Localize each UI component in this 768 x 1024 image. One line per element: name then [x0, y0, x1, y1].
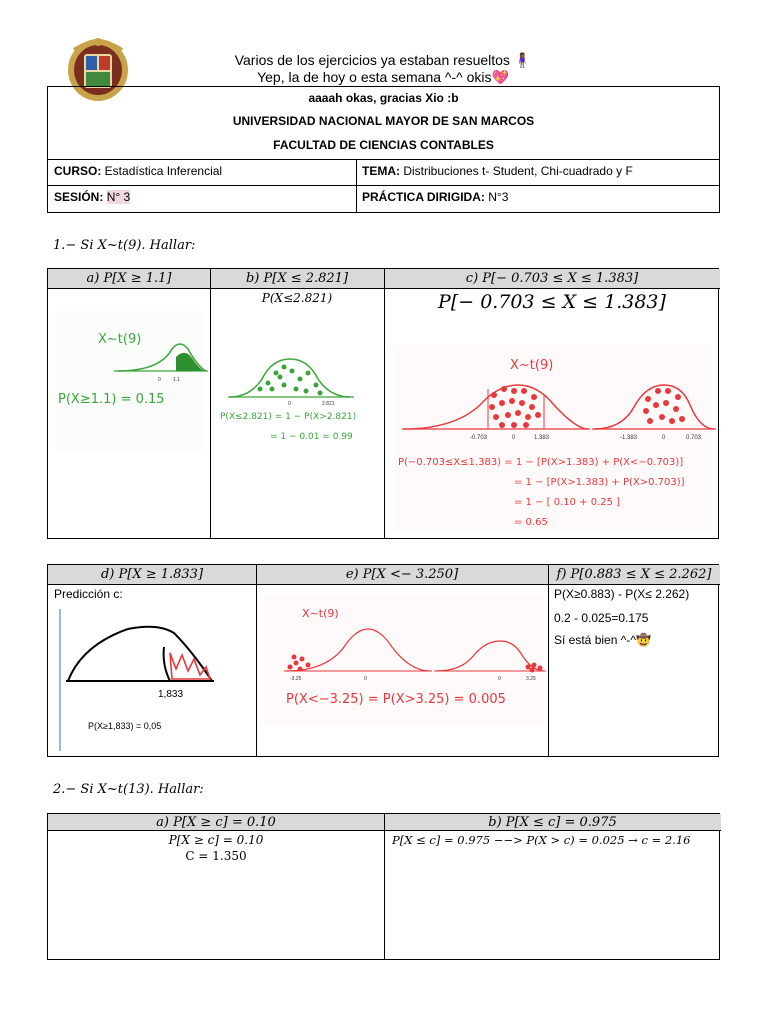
tick-0: 0: [512, 435, 516, 441]
shaded-region: [258, 365, 323, 396]
cell-f-line-3: Sí está bien ^-^🤠: [554, 633, 651, 647]
cell-2a-line-2: C = 1.350: [185, 849, 247, 863]
sketch-c: [384, 345, 720, 540]
cell-d-prediction: Predicción c:: [54, 587, 123, 601]
question-1-table-top: [47, 268, 719, 539]
sketch-a-answer: P(X≥1.1) = 0.15: [58, 392, 165, 407]
question-1-title: 1.− Si X~t(9). Hallar:: [53, 238, 196, 253]
sketch-e-label: X∼t(9): [302, 607, 339, 620]
cell-2a-line-1: P[X ≥ c] = 0.10: [168, 833, 264, 847]
divider: [548, 565, 549, 756]
sketch-b: [210, 309, 384, 539]
tick-1-833: 1,833: [158, 689, 184, 700]
sketch-a-label: X∼t(9): [98, 332, 142, 347]
tick-0: 0: [364, 676, 367, 682]
tick-0: 0: [498, 676, 501, 682]
tema-cell: TEMA: Distribuciones t- Student, Chi-cuadrado y F: [362, 164, 633, 178]
tick-3-25: 3.25: [526, 676, 536, 682]
cell-header-e: e) P[X <− 3.250]: [256, 565, 548, 585]
practica-cell: PRÁCTICA DIRIGIDA: N°3: [362, 190, 509, 204]
curso-cell: CURSO: Estadística Inferencial: [54, 164, 223, 178]
sesion-cell: SESIÓN: N° 3: [54, 190, 131, 204]
tick-neg-1-383: -1.383: [620, 435, 638, 441]
cell-2b-line-1: P[X ≤ c] = 0.975 −−> P(X > c) = 0.025 → c = 2.16: [392, 833, 691, 847]
sketch-d: [48, 605, 256, 757]
cell-f-line-2: 0.2 - 0.025=0.175: [554, 611, 649, 625]
cell-c-big-title: P[− 0.703 ≤ X ≤ 1.383]: [438, 291, 666, 313]
tick-0: 0: [662, 435, 666, 441]
university-name: UNIVERSIDAD NACIONAL MAYOR DE SAN MARCOS: [232, 114, 535, 128]
divider: [48, 185, 719, 186]
cell-header-2a: a) P[X ≥ c] = 0.10: [48, 814, 384, 831]
question-2-table: [47, 813, 720, 960]
tick-neg-0-703: -0.703: [470, 435, 488, 441]
t-curve: [230, 359, 350, 397]
question-1-table-bottom: [47, 564, 719, 757]
cell-header-f: f) P[0.883 ≤ X ≤ 2.262]: [548, 565, 720, 585]
divider: [48, 159, 719, 160]
sketch-e-answer: P(X<−3.25) = P(X>3.25) = 0.005: [286, 692, 506, 707]
tick-neg-3-25: -3.25: [290, 676, 302, 682]
sketch-d-answer: P(X≥1,833) = 0,05: [88, 721, 162, 731]
comment-line-1: Varios de los ejercicios ya estaban resueltos 🧍🏾‍♀️: [234, 52, 532, 68]
sketch-b-line-1: P(X≤2.821) = 1 − P(X>2.821): [220, 412, 357, 422]
shaded-tail: [170, 653, 210, 679]
question-2-title: 2.− Si X~t(13). Hallar:: [53, 782, 204, 797]
faculty-name: FACULTAD DE CIENCIAS CONTABLES: [273, 138, 494, 152]
tick-2-821: 2.821: [322, 401, 335, 407]
sketch-b-line-2: = 1 − 0.01 = 0.99: [270, 432, 353, 442]
cell-f-line-1: P(X≥0.883) - P(X≤ 2.262): [554, 587, 690, 601]
cutoff-line: [164, 647, 170, 681]
cell-header-a: a) P[X ≥ 1.1]: [48, 269, 210, 289]
tick-0: 0: [288, 401, 291, 407]
cell-header-2b: b) P[X ≤ c] = 0.975: [384, 814, 721, 831]
sketch-c-line-2: = 1 − [P(X>1.383) + P(X>0.703)]: [514, 477, 685, 488]
tick-1-1: 1.1: [173, 377, 180, 383]
divider: [356, 159, 357, 213]
cell-header-c: c) P[− 0.703 ≤ X ≤ 1.383]: [384, 269, 720, 289]
t-curve: [68, 627, 212, 681]
cell-b-subtitle: P(X≤2.821): [261, 291, 333, 305]
sketch-c-line-4: = 0.65: [514, 517, 548, 528]
tick-0: 0: [158, 377, 161, 383]
tick-1-383: 1.383: [534, 435, 550, 441]
sketch-c-label: X∼t(9): [510, 358, 554, 373]
header-table: [47, 86, 720, 213]
sketch-a: [48, 291, 210, 539]
comment-line-2: Yep, la de hoy o esta semana ^-^ okis💖: [257, 69, 509, 85]
sketch-e: [256, 587, 548, 757]
divider: [384, 814, 385, 959]
cell-header-b: b) P[X ≤ 2.821]: [210, 269, 384, 289]
tick-0-703: 0.703: [686, 435, 702, 441]
sketch-c-line-3: = 1 − [ 0.10 + 0.25 ]: [514, 497, 621, 508]
reply-comment: aaaah okas, gracias Xio :b: [308, 91, 459, 105]
sketch-c-line-1: P(−0.703≤X≤1.383) = 1 − [P(X>1.383) + P(X<−0.703)]: [398, 457, 684, 468]
cell-header-d: d) P[X ≥ 1.833]: [48, 565, 256, 585]
